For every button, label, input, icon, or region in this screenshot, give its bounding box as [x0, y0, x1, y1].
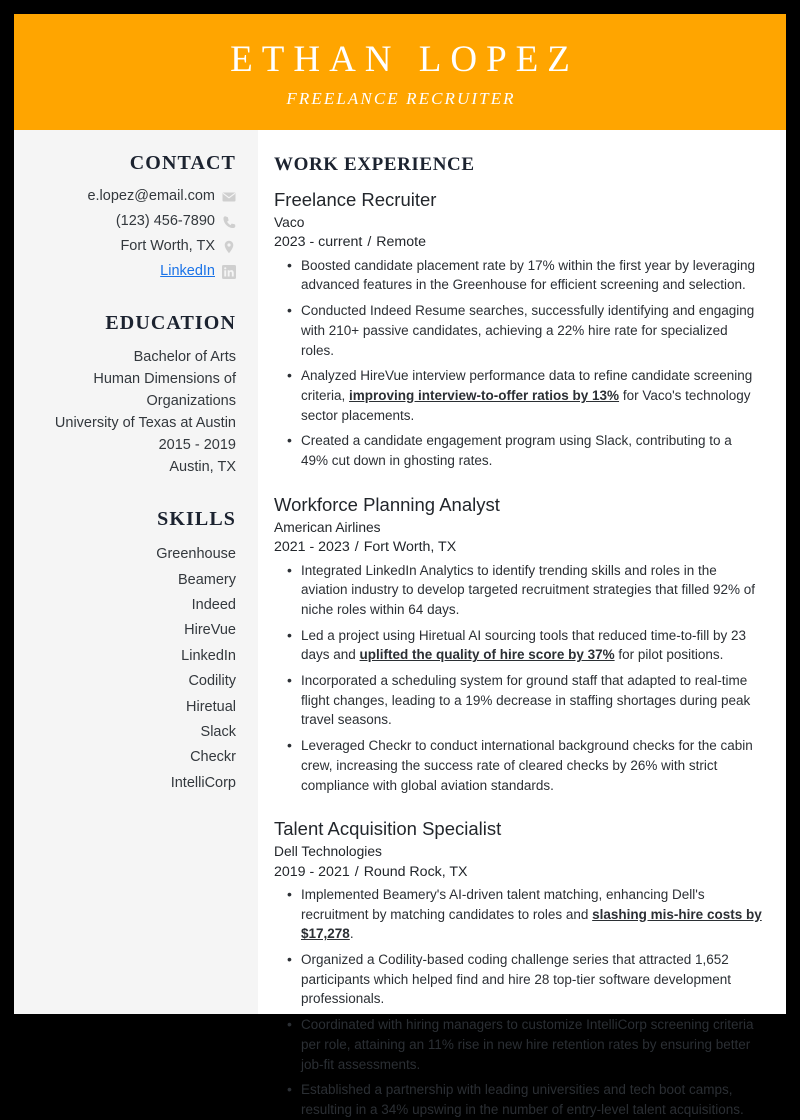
- job-bullet: [301, 671, 762, 730]
- skill-item: Beamery: [177, 571, 236, 588]
- bullet-text: Incorporated a scheduling system for ground staff that adapted to real-time flight changes, leading to a 19% decrease in staffing shortages during peak travel seasons.: [301, 673, 751, 728]
- job-title: Talent Acquisition Specialist: [274, 818, 502, 840]
- contact-item-text: e.lopez@email.com: [87, 188, 215, 204]
- job-meta-separator: /: [354, 863, 359, 880]
- education-line: 2015 - 2019: [158, 437, 236, 454]
- job-bullet: [301, 366, 762, 425]
- job-bullet: [301, 301, 762, 360]
- job-bullet: [301, 561, 762, 620]
- job-bullet: [301, 1015, 762, 1074]
- work-experience-heading: WORK EXPERIENCE: [274, 154, 475, 175]
- job-company: Vaco: [274, 215, 305, 231]
- bullet-text: Established a partnership with leading universities and tech boot camps, resulting in a 34% upswing in the number of entry-level talent acquisitions.: [301, 1082, 744, 1117]
- job-bullet: [301, 431, 762, 470]
- candidate-name: ETHAN LOPEZ: [230, 38, 579, 80]
- bullet-text: Boosted candidate placement rate by 17% within the first year by leveraging advanced features in the Greenhouse for efficient screening and selection.: [301, 257, 756, 293]
- job-company: Dell Technologies: [274, 844, 382, 860]
- contact-list: [24, 186, 236, 282]
- location-pin-icon: [222, 240, 236, 254]
- job-bullet-list: [274, 885, 762, 1120]
- education-line: Organizations: [146, 393, 236, 410]
- job-meta: [274, 232, 762, 253]
- job-dates: 2019 - 2021: [274, 863, 350, 880]
- bullet-text: Organized a Codility-based coding challenge series that attracted 1,652 participants which helped find and hire 28 top-tier software development professionals.: [301, 952, 732, 1007]
- job-meta-separator: /: [367, 234, 372, 251]
- job-bullet-list: [274, 256, 762, 471]
- bullet-text: .: [349, 926, 354, 942]
- contact-item: [24, 236, 236, 257]
- linkedin-link[interactable]: LinkedIn: [160, 263, 215, 280]
- job-title: Freelance Recruiter: [274, 189, 437, 210]
- job-bullet: [301, 256, 762, 295]
- candidate-job-title: FREELANCE RECRUITER: [286, 89, 516, 109]
- skill-item: Codility: [188, 673, 236, 690]
- job-entry: [274, 817, 762, 1119]
- job-bullet: [301, 736, 762, 795]
- education-line: Human Dimensions of: [93, 371, 236, 388]
- resume-header-banner: [14, 14, 786, 130]
- sidebar: [14, 130, 258, 1014]
- skill-item: Checkr: [190, 749, 236, 766]
- job-meta-separator: /: [354, 539, 359, 556]
- job-location: Fort Worth, TX: [363, 539, 457, 556]
- contact-item-text: Fort Worth, TX: [120, 238, 215, 255]
- skill-item: Slack: [200, 723, 236, 740]
- job-company: American Airlines: [274, 519, 381, 535]
- bullet-text: Created a candidate engagement program using Slack, contributing to a 49% cut down in ghosting rates.: [301, 433, 732, 469]
- education-line: Bachelor of Arts: [133, 349, 236, 366]
- phone-icon: [222, 215, 236, 229]
- skill-item: Indeed: [191, 597, 236, 613]
- skill-item: Hiretual: [186, 698, 236, 715]
- education-list: [24, 346, 236, 478]
- job-bullet: [301, 1080, 762, 1119]
- skill-item: IntelliCorp: [170, 774, 236, 791]
- skill-item: Greenhouse: [156, 546, 236, 563]
- bullet-text: Implemented Beamery's AI-driven talent matching, enhancing Dell's recruitment by matching candidates to roles and: [301, 886, 705, 922]
- job-bullet: [301, 950, 762, 1009]
- bullet-text: Analyzed HireVue interview performance data to refine candidate screening criteria,: [301, 368, 753, 403]
- job-entry: [274, 493, 762, 795]
- bullet-highlight: uplifted the quality of hire score by 37%: [359, 647, 615, 663]
- job-entry: [274, 188, 762, 471]
- contact-heading: CONTACT: [129, 152, 236, 174]
- job-bullet: [301, 626, 762, 665]
- contact-item[interactable]: [24, 261, 236, 282]
- bullet-text: for Vaco's technology sector placements.: [301, 387, 751, 423]
- skill-item: HireVue: [184, 622, 236, 639]
- job-list: [274, 188, 762, 1120]
- job-dates: 2023 - current: [274, 234, 363, 251]
- education-line: University of Texas at Austin: [54, 415, 236, 432]
- education-heading: EDUCATION: [105, 312, 236, 335]
- job-bullet: [301, 885, 762, 944]
- bullet-text: Conducted Indeed Resume searches, successfully identifying and engaging with 210+ passive candidates, achieving a 22% hire rate for specialized roles.: [301, 303, 755, 358]
- job-location: Round Rock, TX: [363, 863, 468, 880]
- bullet-text: Led a project using Hiretual AI sourcing tools that reduced time-to-fill by 23 days and: [301, 627, 746, 663]
- bullet-highlight: slashing mis-hire costs by $17,278: [301, 906, 762, 942]
- bullet-text: for pilot positions.: [614, 647, 724, 663]
- bullet-text: Leveraged Checkr to conduct international background checks for the cabin crew, increasing the success rate of cleared checks by 26% with strict compliance with global aviation standards.: [301, 738, 753, 793]
- skills-list: [24, 542, 236, 796]
- job-meta: [274, 537, 762, 558]
- linkedin-icon: [222, 265, 236, 279]
- contact-item-text: (123) 456-7890: [115, 213, 215, 230]
- envelope-icon: [222, 190, 236, 204]
- job-title: Workforce Planning Analyst: [274, 493, 500, 515]
- job-location: Remote: [376, 234, 426, 251]
- skill-item: LinkedIn: [181, 647, 236, 664]
- job-meta: [274, 862, 762, 883]
- resume-body: [14, 130, 786, 1117]
- contact-item: [24, 211, 236, 232]
- contact-item: [24, 186, 236, 207]
- job-dates: 2021 - 2023: [274, 539, 350, 556]
- bullet-highlight: improving interview-to-offer ratios by 13%: [349, 387, 620, 403]
- resume-page: [14, 14, 786, 1117]
- job-bullet-list: [274, 561, 762, 796]
- bullet-text: Coordinated with hiring managers to customize IntelliCorp screening criteria per role, attaining an 11% rise in new hire retention rates by ensuring better job-fit assessments.: [301, 1017, 754, 1072]
- bullet-text: Integrated LinkedIn Analytics to identify trending skills and roles in the aviation industry to develop targeted recruitment strategies that filled 92% of niche roles within 64 days.: [301, 562, 756, 617]
- main-column: [258, 130, 786, 1117]
- education-line: Austin, TX: [169, 459, 236, 476]
- skills-heading: SKILLS: [157, 508, 236, 531]
